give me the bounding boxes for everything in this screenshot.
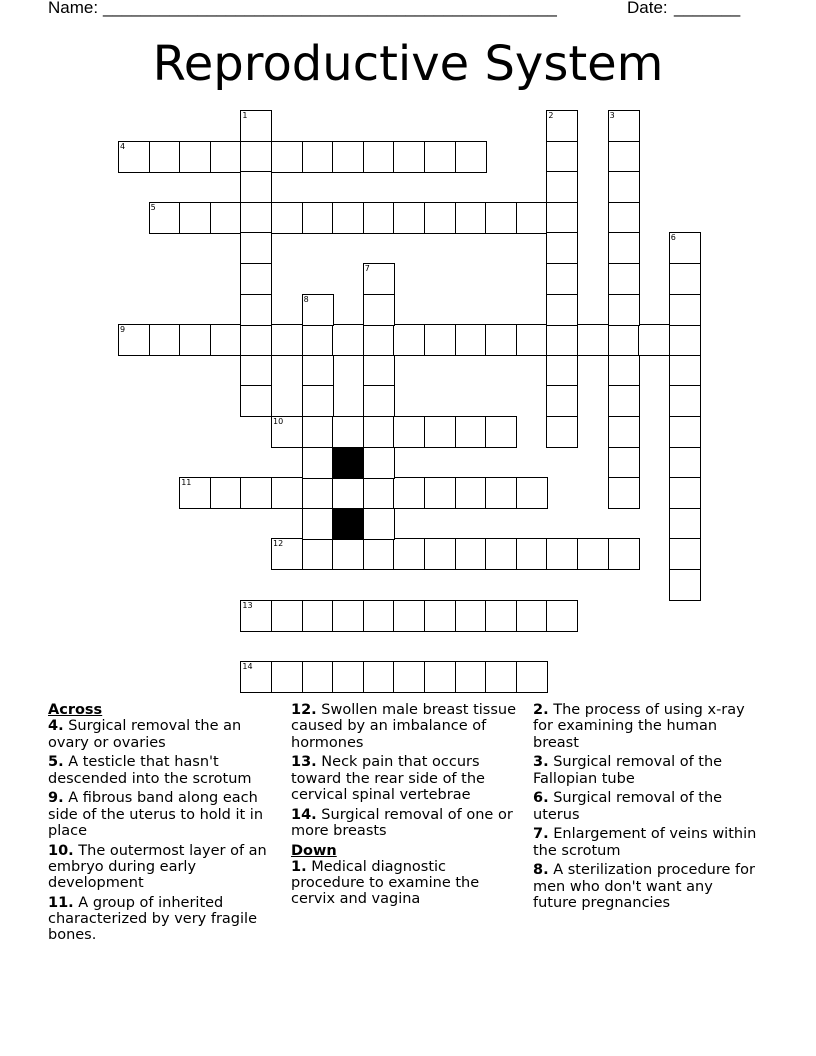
grid-cell[interactable] [608, 447, 640, 479]
cell-number: 8 [303, 294, 309, 304]
grid-cell[interactable] [363, 600, 395, 632]
grid-cell[interactable] [302, 508, 334, 540]
clue-down-7: 7. Enlargement of veins within the scrotum [533, 826, 757, 859]
grid-cell[interactable] [546, 600, 578, 632]
grid-cell[interactable] [363, 355, 395, 387]
grid-cell[interactable] [332, 416, 364, 448]
grid-cell[interactable] [363, 324, 395, 356]
clue-across-5: 5. A testicle that hasn't descended into the scrotum [48, 754, 252, 787]
grid-cell[interactable] [271, 600, 303, 632]
grid-cell[interactable] [424, 202, 456, 234]
grid-cell[interactable] [179, 202, 211, 234]
grid-cell[interactable] [424, 661, 456, 693]
cell-number: 6 [670, 233, 676, 243]
grid-cell[interactable] [363, 508, 395, 540]
grid-cell[interactable] [669, 385, 701, 417]
grid-cell[interactable] [669, 569, 701, 601]
grid-cell[interactable] [149, 202, 181, 234]
grid-cell[interactable] [608, 110, 640, 142]
grid-cell[interactable] [546, 110, 578, 142]
grid-cell[interactable] [393, 416, 425, 448]
grid-cell[interactable] [302, 477, 334, 509]
grid-cell[interactable] [608, 355, 640, 387]
grid-cell[interactable] [669, 538, 701, 570]
grid-cell[interactable] [546, 294, 578, 326]
clue-across-11: 11. A group of inherited characterized by very fragile bones. [48, 894, 257, 944]
grid-cell[interactable] [546, 171, 578, 203]
grid-cell[interactable] [516, 477, 548, 509]
name-field[interactable]: ________________________________________________ [103, 0, 557, 17]
grid-cell[interactable] [608, 324, 640, 356]
grid-cell[interactable] [240, 232, 272, 264]
grid-cell[interactable] [455, 416, 487, 448]
cell-number: 3 [609, 111, 615, 120]
grid-cell[interactable] [393, 141, 425, 173]
grid-cell[interactable] [546, 324, 578, 356]
clue-down-6: 6. Surgical removal of the uterus [533, 790, 723, 823]
grid-cell[interactable] [393, 324, 425, 356]
grid-cell[interactable] [302, 202, 334, 234]
grid-cell[interactable] [455, 661, 487, 693]
grid-cell[interactable] [393, 202, 425, 234]
grid-cell[interactable] [516, 661, 548, 693]
grid-cell[interactable] [669, 355, 701, 387]
grid-cell[interactable] [302, 324, 334, 356]
grid-cell[interactable] [240, 324, 272, 356]
clue-across-9: 9. A fibrous band along each side of the uterus to hold it in place [48, 790, 264, 839]
grid-cell[interactable] [271, 538, 303, 570]
grid-cell[interactable] [240, 263, 272, 295]
grid-cell[interactable] [485, 324, 517, 356]
grid-cell[interactable] [363, 141, 395, 173]
grid-cell[interactable] [455, 324, 487, 356]
grid-cell[interactable] [363, 477, 395, 509]
grid-cell[interactable] [210, 477, 242, 509]
cell-number: 2 [548, 111, 554, 120]
grid-cell[interactable] [485, 202, 517, 234]
grid-cell[interactable] [546, 263, 578, 295]
grid-cell[interactable] [149, 141, 181, 173]
grid-cell[interactable] [393, 538, 425, 570]
grid-cell[interactable] [240, 600, 272, 632]
grid-cell[interactable] [669, 477, 701, 509]
name-label: Name: [48, 0, 99, 17]
grid-cell[interactable] [608, 263, 640, 295]
clues-column-3 [533, 702, 759, 915]
grid-cell[interactable] [240, 110, 272, 142]
grid-cell[interactable] [363, 294, 395, 326]
grid-cell[interactable] [302, 661, 334, 693]
grid-cell[interactable] [393, 477, 425, 509]
grid-cell[interactable] [240, 661, 272, 693]
grid-cell[interactable] [424, 538, 456, 570]
grid-cell[interactable] [546, 202, 578, 234]
clue-across-12: 12. Swollen male breast tissue caused by an imbalance of hormones [291, 702, 517, 751]
grid-cell[interactable] [240, 477, 272, 509]
grid-cell[interactable] [608, 385, 640, 417]
grid-cell[interactable] [271, 477, 303, 509]
grid-cell[interactable] [485, 477, 517, 509]
grid-cell[interactable] [302, 355, 334, 387]
grid-cell[interactable] [240, 141, 272, 173]
grid-cell[interactable] [118, 141, 150, 173]
grid-cell[interactable] [546, 416, 578, 448]
down-heading: Down [291, 842, 337, 859]
across-heading: Across [48, 702, 103, 718]
grid-cell[interactable] [546, 141, 578, 173]
cell-number: 14 [242, 661, 253, 671]
grid-cell[interactable] [424, 141, 456, 173]
grid-cell[interactable] [210, 202, 242, 234]
grid-cell[interactable] [608, 477, 640, 509]
grid-cell[interactable] [455, 538, 487, 570]
grid-cell[interactable] [240, 385, 272, 417]
grid-cell[interactable] [179, 141, 211, 173]
clue-across-14: 14. Surgical removal of one or more breasts [291, 806, 513, 839]
grid-cell[interactable] [302, 447, 334, 479]
grid-cell[interactable] [546, 355, 578, 387]
grid-cell[interactable] [332, 202, 364, 234]
grid-cell[interactable] [302, 294, 334, 326]
clue-across-4: 4. Surgical removal the an ovary or ovaries [48, 718, 242, 751]
clue-down-1: 1. Medical diagnostic procedure to examine the cervix and vagina [291, 858, 480, 908]
grid-cell[interactable] [118, 324, 150, 356]
grid-cell[interactable] [608, 232, 640, 264]
grid-cell[interactable] [240, 202, 272, 234]
clue-across-13: 13. Neck pain that occurs toward the rear side of the cervical spinal vertebrae [291, 754, 485, 803]
grid-cell[interactable] [332, 661, 364, 693]
cell-number: 1 [242, 111, 248, 120]
grid-cell[interactable] [485, 600, 517, 632]
grid-cell[interactable] [546, 385, 578, 417]
grid-cell[interactable] [424, 477, 456, 509]
grid-cell[interactable] [638, 324, 670, 356]
grid-cell[interactable] [516, 538, 548, 570]
cell-number: 5 [150, 202, 156, 212]
grid-cell[interactable] [608, 416, 640, 448]
date-label: Date: [627, 0, 668, 17]
grid-cell[interactable] [363, 447, 395, 479]
grid-cell[interactable] [363, 661, 395, 693]
grid-cell[interactable] [179, 477, 211, 509]
grid-cell[interactable] [179, 324, 211, 356]
grid-cell[interactable] [240, 171, 272, 203]
blocked-cell [332, 447, 364, 479]
clue-down-8: 8. A sterilization procedure for men who don't want any future pregnancies [533, 862, 755, 911]
grid-cell[interactable] [332, 600, 364, 632]
grid-cell[interactable] [485, 538, 517, 570]
grid-cell[interactable] [363, 416, 395, 448]
grid-cell[interactable] [302, 538, 334, 570]
grid-cell[interactable] [363, 385, 395, 417]
grid-cell[interactable] [608, 538, 640, 570]
clues-column-1 [48, 702, 276, 947]
grid-cell[interactable] [669, 294, 701, 326]
grid-cell[interactable] [455, 141, 487, 173]
grid-cell[interactable] [608, 141, 640, 173]
grid-cell[interactable] [485, 661, 517, 693]
date-field[interactable]: _______ [674, 0, 741, 17]
grid-cell[interactable] [546, 232, 578, 264]
grid-cell[interactable] [271, 202, 303, 234]
blocked-cell [332, 508, 364, 540]
grid-cell[interactable] [210, 324, 242, 356]
grid-cell[interactable] [332, 477, 364, 509]
grid-cell[interactable] [210, 141, 242, 173]
grid-cell[interactable] [669, 232, 701, 264]
grid-cell[interactable] [363, 538, 395, 570]
grid-cell[interactable] [455, 202, 487, 234]
cell-number: 10 [273, 417, 284, 426]
grid-cell[interactable] [393, 661, 425, 693]
grid-cell[interactable] [608, 294, 640, 326]
grid-cell[interactable] [363, 202, 395, 234]
grid-cell[interactable] [577, 538, 609, 570]
grid-cell[interactable] [669, 508, 701, 540]
clues-column-2 [291, 702, 519, 911]
grid-cell[interactable] [424, 600, 456, 632]
clue-down-2: 2. The process of using x-ray for examining the human breast [533, 702, 745, 751]
grid-cell[interactable] [240, 355, 272, 387]
grid-cell[interactable] [669, 416, 701, 448]
grid-cell[interactable] [455, 600, 487, 632]
grid-cell[interactable] [424, 324, 456, 356]
cell-number: 13 [242, 600, 253, 610]
grid-cell[interactable] [271, 416, 303, 448]
cell-number: 11 [181, 478, 192, 488]
grid-cell[interactable] [271, 324, 303, 356]
grid-cell[interactable] [332, 538, 364, 570]
grid-cell[interactable] [516, 600, 548, 632]
grid-cell[interactable] [271, 141, 303, 173]
cell-number: 7 [364, 264, 370, 273]
grid-cell[interactable] [669, 447, 701, 479]
cell-number: 4 [120, 141, 126, 151]
grid-cell[interactable] [516, 324, 548, 356]
grid-cell[interactable] [332, 324, 364, 356]
cell-number: 9 [120, 325, 126, 335]
grid-cell[interactable] [577, 324, 609, 356]
grid-cell[interactable] [302, 600, 334, 632]
grid-cell[interactable] [363, 263, 395, 295]
page-title: Reproductive System [152, 36, 664, 92]
grid-cell[interactable] [271, 661, 303, 693]
grid-cell[interactable] [332, 141, 364, 173]
grid-cell[interactable] [485, 416, 517, 448]
grid-cell[interactable] [608, 202, 640, 234]
grid-cell[interactable] [302, 385, 334, 417]
grid-cell[interactable] [424, 416, 456, 448]
grid-cell[interactable] [302, 416, 334, 448]
grid-cell[interactable] [302, 141, 334, 173]
clue-down-3: 3. Surgical removal of the Fallopian tube [533, 754, 723, 787]
grid-cell[interactable] [455, 477, 487, 509]
cell-number: 12 [273, 539, 284, 549]
grid-cell[interactable] [240, 294, 272, 326]
grid-cell[interactable] [516, 202, 548, 234]
grid-cell[interactable] [393, 600, 425, 632]
grid-cell[interactable] [669, 263, 701, 295]
grid-cell[interactable] [669, 324, 701, 356]
grid-cell[interactable] [546, 538, 578, 570]
grid-cell[interactable] [149, 324, 181, 356]
grid-cell[interactable] [608, 171, 640, 203]
clue-across-10: 10. The outermost layer of an embryo during early development [48, 842, 267, 892]
